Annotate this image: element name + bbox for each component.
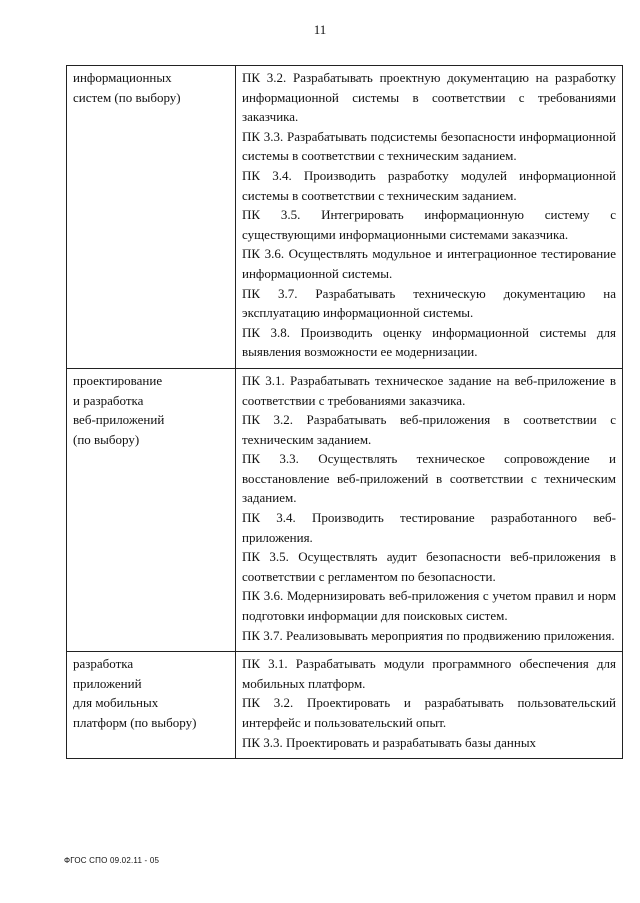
competency-item: ПК 3.3. Осуществлять техническое сопровождение и восстановление веб-приложений в соответствии с техническим заданием. bbox=[242, 451, 616, 506]
competency-item: ПК 3.3. Разрабатывать подсистемы безопасности информационной системы в соответствии с техническим заданием. bbox=[242, 128, 616, 164]
competency-item: ПК 3.5. Осуществлять аудит безопасности веб-приложения в соответствии с регламентом по безопасности. bbox=[242, 549, 616, 584]
competencies-cell bbox=[236, 368, 623, 651]
competency-item: ПК 3.1. Разрабатывать модули программного обеспечения для мобильных платформ. bbox=[242, 656, 616, 691]
area-cell bbox=[67, 368, 236, 651]
area-line: и разработка bbox=[73, 392, 144, 408]
area-cell bbox=[67, 66, 236, 369]
competency-item: ПК 3.1. Разрабатывать техническое задание на веб-приложение в соответствии с требованиями заказчика. bbox=[242, 372, 616, 408]
competency-item: ПК 3.7. Разрабатывать техническую документацию на эксплуатацию информационной системы. bbox=[242, 285, 616, 321]
competency-item: ПК 3.3. Проектировать и разрабатывать базы данных bbox=[242, 734, 537, 750]
competency-item: ПК 3.6. Осуществлять модульное и интеграционное тестирование информационной системы. bbox=[242, 246, 616, 281]
area-line: проектирование bbox=[73, 372, 163, 388]
competencies-cell bbox=[236, 652, 623, 759]
area-line: разработка bbox=[73, 656, 134, 672]
competency-item: ПК 3.7. Реализовывать мероприятия по продвижению приложения. bbox=[242, 627, 615, 643]
area-line: приложений bbox=[73, 675, 142, 691]
competencies-table bbox=[66, 65, 623, 759]
area-line: веб-приложений bbox=[73, 412, 165, 428]
competency-item: ПК 3.5. Интегрировать информационную систему с существующими информационными системами заказчика. bbox=[242, 207, 616, 242]
area-line: платформ (по выбору) bbox=[73, 715, 197, 730]
area-line: систем (по выбору) bbox=[73, 89, 181, 105]
competency-item: ПК 3.4. Производить тестирование разработанного веб-приложения. bbox=[242, 510, 616, 545]
table-row bbox=[67, 652, 623, 759]
table-row bbox=[67, 368, 623, 651]
table-row bbox=[67, 66, 623, 369]
area-line: информационных bbox=[73, 70, 172, 85]
competencies-cell bbox=[236, 66, 623, 369]
competency-item: ПК 3.2. Разрабатывать проектную документацию на разработку информационной системы в соответствии с требованиями заказчика. bbox=[242, 70, 616, 125]
competency-item: ПК 3.4. Производить разработку модулей информационной системы в соответствии с техническим заданием. bbox=[242, 167, 616, 203]
competency-item: ПК 3.2. Проектировать и разрабатывать пользовательский интерфейс и пользовательский опыт. bbox=[242, 695, 616, 730]
footer-standard-code: ФГОС СПО 09.02.11 - 05 bbox=[64, 856, 160, 865]
area-line: (по выбору) bbox=[73, 431, 140, 447]
area-line: для мобильных bbox=[73, 695, 159, 711]
competency-item: ПК 3.2. Разрабатывать веб-приложения в соответствии с техническим заданием. bbox=[242, 412, 616, 447]
area-cell bbox=[67, 652, 236, 759]
page-number: 11 bbox=[313, 22, 327, 37]
competency-item: ПК 3.8. Производить оценку информационной системы для выявления возможности ее модернизации. bbox=[242, 324, 616, 360]
competency-item: ПК 3.6. Модернизировать веб-приложения с учетом правил и норм подготовки информации для поисковых систем. bbox=[242, 588, 616, 624]
